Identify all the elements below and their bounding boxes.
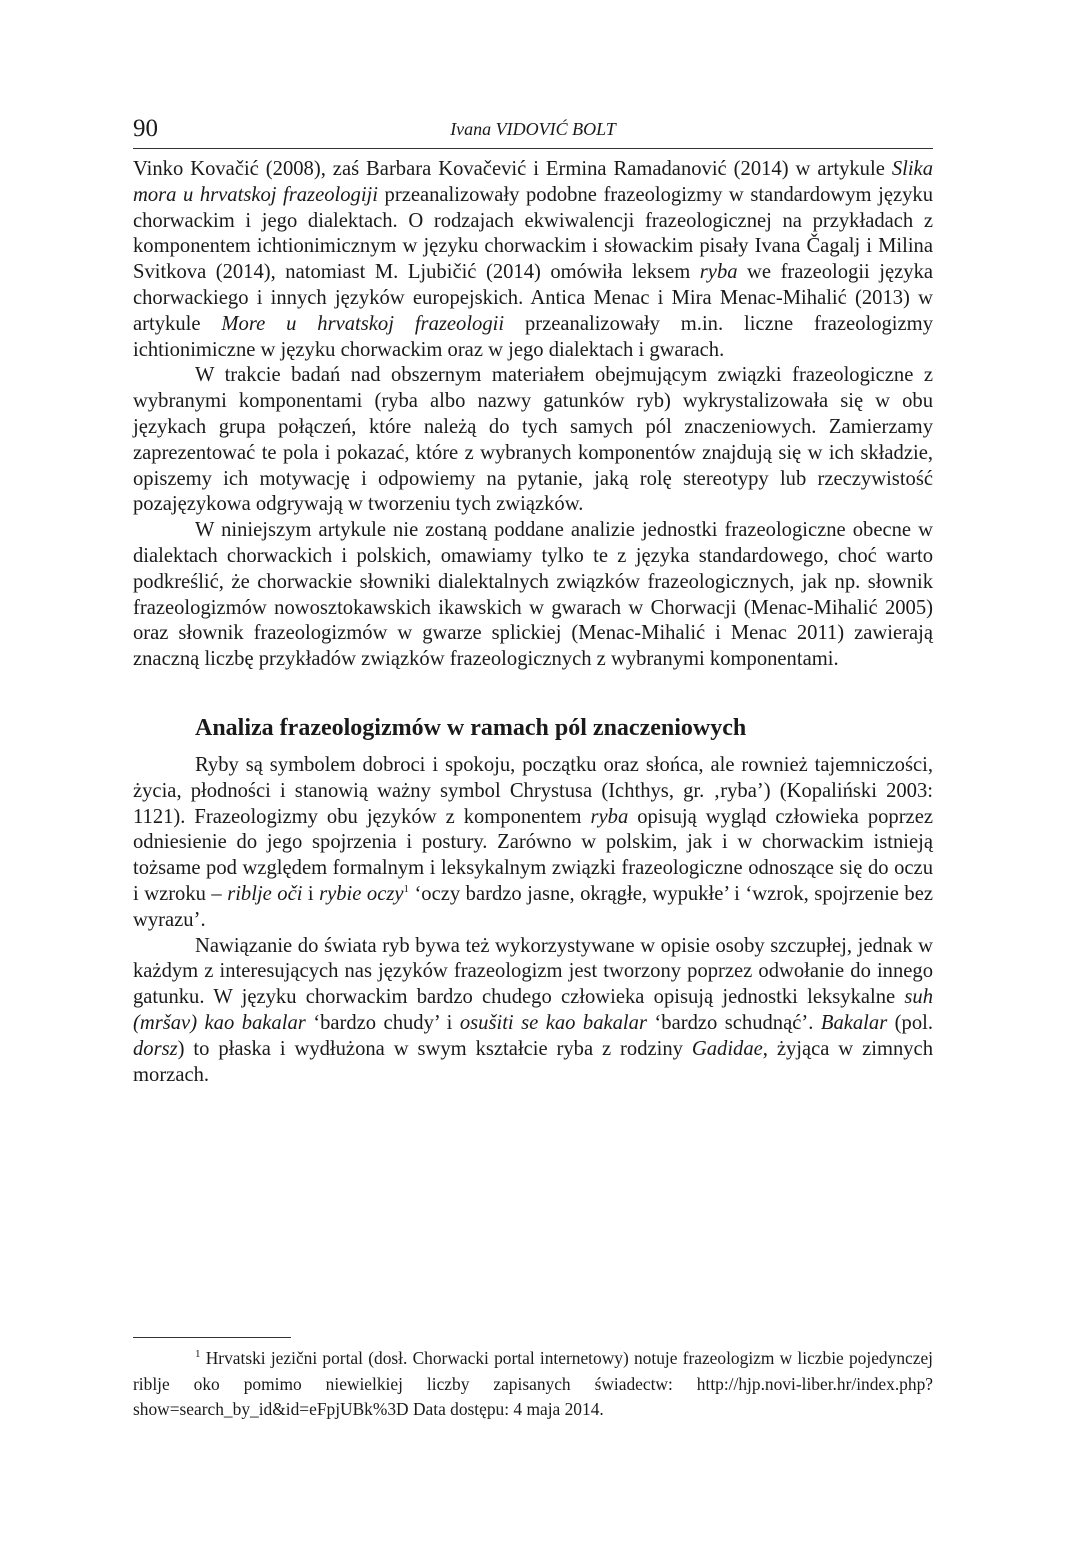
text-run: ‘bardzo schudnąć’.: [646, 1011, 821, 1034]
text-run: ‘bardzo chudy’ i: [305, 1011, 460, 1034]
italic-term: Slika mora u hrvatskoj frazeologiji: [133, 158, 933, 206]
text-run: Nawiązanie do świata ryb bywa też wykorzystywane w opisie osoby szczupłej, jednak w każdym z interesujących nas języków frazeologizm jest tworzony poprzez odwołanie do innego gatunku. W języku chorwackim bardzo chudego człowieka opisują jednostki leksykalne: [133, 934, 933, 1009]
text-run: opisują wygląd człowieka poprzez odniesienie do jego spojrzenia i postury. Zarówno w polskim, jak i w chorwackim istnieją tożsame pod względem formalnym i leksykalnym związki frazeologiczne odnoszące się do oczu i wzroku –: [133, 805, 933, 905]
italic-term: rybie oczy: [319, 882, 404, 905]
italic-term: Bakalar: [820, 1011, 888, 1034]
italic-term: riblje oči: [227, 882, 303, 905]
italic-term: dorsz: [133, 1037, 178, 1060]
text-run: Vinko Kovačić (2008), zaś Barbara Kovačević i Ermina Ramadanović (2014) w artykule: [133, 158, 892, 180]
paragraph: [133, 363, 933, 518]
section-heading: [133, 713, 933, 743]
body-text: [133, 157, 933, 1088]
text-run: ) to płaska i wydłużona w swym kształcie ryba z rodziny: [177, 1037, 692, 1060]
italic-term: ryba: [699, 261, 738, 284]
text-run: przeanalizowały m.in. liczne frazeologizmy ichtionimiczne w języku chorwackim oraz w jego dialektach i gwarach.: [133, 312, 933, 361]
footnote-reference: 1: [403, 883, 409, 896]
footnote-mark: 1: [195, 1348, 201, 1361]
italic-term: suh (mršav) kao bakalar: [133, 986, 933, 1034]
paragraph: [133, 753, 933, 934]
text-run: , żyjąca w zimnych morzach.: [133, 1037, 933, 1086]
text-run: (pol.: [887, 1011, 933, 1034]
footnote-divider: [133, 1337, 291, 1338]
italic-term: More u hrvatskoj frazeologii: [221, 312, 505, 335]
page-number: 90: [133, 115, 158, 142]
footnote-text: Hrvatski jezični portal (dosł. Chorwacki portal internetowy) notuje frazeologizm w liczbie pojedynczej riblje oko pomimo niewielkiej liczby zapisanych świadectw: http://hjp.novi-liber.hr/index.php?show=search_by_id&id=eFpjUBk%3D Data dostępu: 4 maja 2014.: [133, 1348, 933, 1419]
italic-term: Gadidae: [691, 1037, 763, 1060]
text-run: Ryby są symbolem dobroci i spokoju, początku oraz słońca, ale rownież tajemniczości, życia, płodności i stanowią ważny symbol Chrystusa (Ichthys, gr. ‚ryba’) (Kopaliński 2003: 1121). Frazeologizmy obu języków z komponentem: [133, 753, 933, 828]
running-head: Ivana VIDOVIĆ BOLT: [450, 119, 616, 139]
paragraph: [133, 518, 933, 673]
page-header: [133, 112, 933, 149]
text-run: przeanalizowały podobne frazeologizmy w standardowym języku chorwackim i jego dialektach. O rodzajach ekwiwalencji frazeologicznej na przykładach z komponentem ichtionimicznym w języku chorwackim i słowackim pisały Ivana Čagalj i Milina Svitkova (2014), natomiast M. Ljubičić (2014) omówiła leksem: [133, 183, 933, 284]
text-run: we frazeologii języka chorwackiego i innych języków europejskich. Antica Menac i Mira Menac-Mihalić (2013) w artykule: [133, 261, 934, 335]
paragraph: [133, 934, 933, 1089]
text-run: Analiza frazeologizmów w ramach pól znaczeniowych: [195, 714, 747, 741]
text-run: i: [302, 882, 320, 905]
paragraph: [133, 157, 933, 363]
text-run: ‘oczy bardzo jasne, okrągłe, wypukłe’ i ‘wzrok, spojrzenie bez wyrazu’.: [133, 882, 933, 931]
footnote: [133, 1346, 933, 1423]
text-run: W niniejszym artykule nie zostaną poddane analizie jednostki frazeologiczne obecne w dialektach chorwackich i polskich, omawiamy tylko te z języka standardowego, choć warto podkreślić, że chorwackie słowniki dialektalnych związków frazeologicznych, jak np. słownik frazeologizmów nowosztokawskich ikawskich w gwarach w Chorwacji (Menac-Mihalić 2005) oraz słownik frazeologizmów w gwarze splickiej (Menac-Mihalić i Menac 2011) zawierają znaczną liczbę przykładów związków frazeologicznych z wybranymi komponentami.: [133, 519, 933, 671]
text-run: W trakcie badań nad obszernym materiałem obejmującym związki frazeologiczne z wybranymi komponentami (ryba albo nazwy gatunków ryb) wykrystalizowała się w obu językach grupa połączeń, które należą do tych samych pól znaczeniowych. Zamierzamy zaprezentować te pola i pokazać, które z wybranych komponentów znajdują się w ich składzie, opiszemy ich motywację i odpowiemy na pytanie, jaką rolę stereotypy lub rzeczywistość pozajęzykowa odgrywają w tworzeniu tych związków.: [133, 364, 933, 516]
italic-term: osušiti se kao bakalar: [459, 1011, 647, 1034]
italic-term: ryba: [590, 805, 629, 828]
